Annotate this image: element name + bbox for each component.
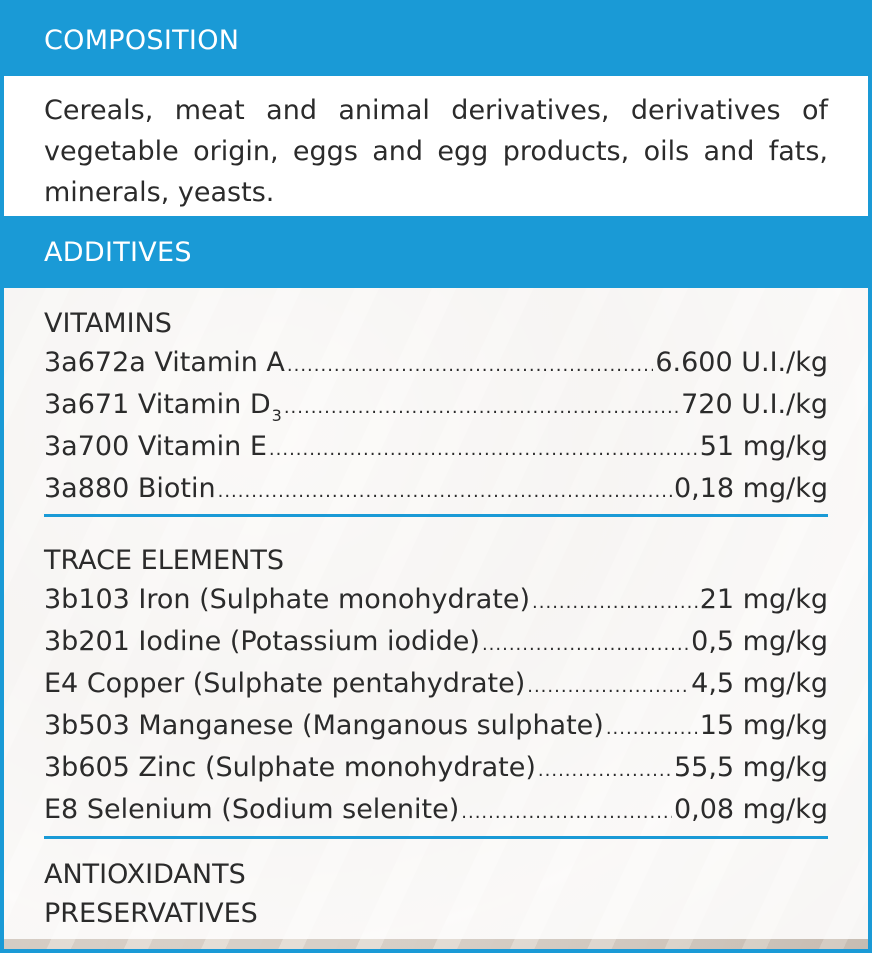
vitamin-row — [44, 385, 828, 427]
trace-element-name: 3b605 Zinc (Sulphate monohydrate) — [44, 752, 536, 783]
additives-title: ADDITIVES — [44, 236, 192, 268]
vitamin-row — [44, 427, 828, 469]
other-additives-section — [44, 855, 828, 933]
leader-dots — [532, 583, 698, 622]
leader-dots — [269, 430, 698, 469]
vitamin-name: 3a880 Biotin — [44, 473, 216, 504]
vitamin-name-text: 3a671 Vitamin D — [44, 389, 271, 420]
leader-dots — [538, 751, 672, 790]
leader-dots — [287, 346, 653, 385]
vitamin-subscript: 3 — [271, 406, 282, 425]
composition-text: Cereals, meat and animal derivatives, derivatives of vegetable origin, eggs and egg products, oils and fats, minerals, yeasts. — [44, 95, 828, 208]
vitamin-row — [44, 469, 828, 511]
trace-element-value: 0,5 mg/kg — [691, 626, 828, 657]
trace-element-row — [44, 748, 828, 790]
leader-dots — [218, 472, 672, 511]
composition-title: COMPOSITION — [44, 24, 240, 56]
trace-element-value: 0,08 mg/kg — [673, 794, 828, 825]
trace-element-row — [44, 622, 828, 664]
vitamin-name: 3a700 Vitamin E — [44, 431, 267, 462]
trace-element-value: 55,5 mg/kg — [673, 752, 828, 783]
section-divider — [44, 836, 828, 839]
leader-dots — [606, 709, 698, 748]
vitamins-heading: VITAMINS — [44, 308, 172, 339]
trace-element-row — [44, 664, 828, 706]
trace-element-name: 3b503 Manganese (Manganous sulphate) — [44, 710, 604, 741]
additives-header — [4, 216, 868, 288]
vitamin-value: 6.600 U.I./kg — [655, 347, 828, 378]
vitamin-name — [44, 385, 282, 427]
vitamin-value: 720 U.I./kg — [681, 389, 828, 420]
leader-dots — [284, 388, 679, 427]
vitamins-section — [44, 304, 828, 511]
trace-element-name: E4 Copper (Sulphate pentahydrate) — [44, 668, 526, 699]
vitamin-value: 51 mg/kg — [699, 431, 828, 462]
trace-elements-heading: TRACE ELEMENTS — [44, 545, 284, 576]
vitamin-value: 0,18 mg/kg — [673, 473, 828, 504]
trace-element-value: 15 mg/kg — [699, 710, 828, 741]
antioxidants-heading: ANTIOXIDANTS — [44, 859, 246, 890]
trace-element-row — [44, 790, 828, 832]
composition-header — [4, 4, 868, 76]
trace-element-name: 3b103 Iron (Sulphate monohydrate) — [44, 584, 531, 615]
leader-dots — [527, 667, 689, 706]
composition-box — [4, 76, 868, 216]
trace-element-value: 21 mg/kg — [699, 584, 828, 615]
preservatives-heading: PRESERVATIVES — [44, 898, 258, 929]
trace-element-row — [44, 706, 828, 748]
vitamin-name: 3a672a Vitamin A — [44, 347, 285, 378]
trace-element-row — [44, 580, 828, 622]
section-divider — [44, 514, 828, 517]
trace-element-name: E8 Selenium (Sodium selenite) — [44, 794, 460, 825]
leader-dots — [461, 793, 672, 832]
vitamin-row — [44, 343, 828, 385]
trace-element-name: 3b201 Iodine (Potassium iodide) — [44, 626, 480, 657]
trace-elements-section — [44, 541, 828, 832]
leader-dots — [482, 625, 689, 664]
trace-element-value: 4,5 mg/kg — [691, 668, 828, 699]
